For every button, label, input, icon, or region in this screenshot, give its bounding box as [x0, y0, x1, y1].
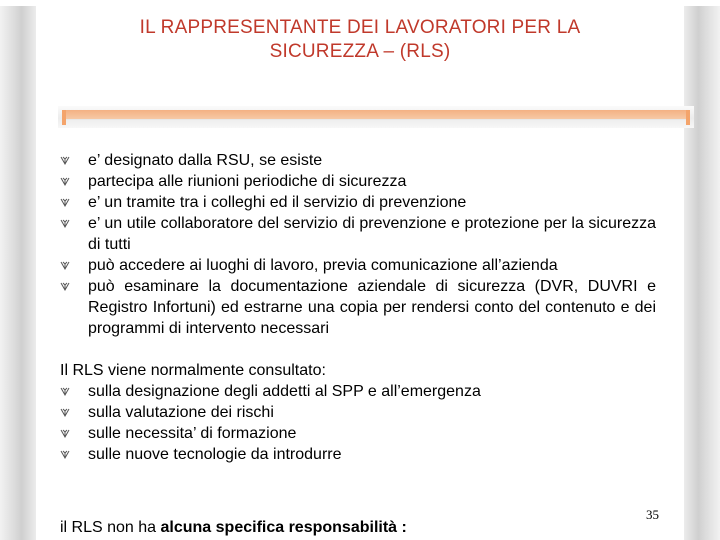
closing-statement [60, 517, 407, 538]
small-leaf-bullet-icon [60, 176, 70, 187]
list-item-text: e’ un utile collaboratore del servizio di prevenzione e protezione per la sicurezza di tutti [88, 215, 656, 253]
list-item [60, 381, 656, 402]
small-leaf-bullet-icon [60, 386, 70, 397]
slide-title-line-2: SICUREZZA – (RLS) [269, 41, 451, 62]
small-leaf-bullet-icon [60, 197, 70, 208]
list-item [60, 444, 656, 465]
list-item [60, 255, 656, 276]
list-item [60, 150, 656, 171]
closing-bold: alcuna specifica responsabilità : [160, 519, 407, 536]
closing-prefix: il RLS non ha [60, 519, 161, 536]
consultation-list [60, 381, 656, 465]
right-decorative-bar [684, 6, 720, 540]
list-item [60, 423, 656, 444]
spacer [60, 339, 656, 360]
rls-duties-list [60, 150, 656, 339]
slide-title [80, 16, 640, 64]
list-item-text: sulle necessita’ di formazione [88, 425, 297, 442]
list-item [60, 213, 656, 255]
page-number: 35 [646, 507, 659, 522]
title-separator [58, 106, 694, 128]
list-item-text: partecipa alle riunioni periodiche di sicurezza [88, 173, 407, 190]
small-leaf-bullet-icon [60, 218, 70, 229]
small-leaf-bullet-icon [60, 260, 70, 271]
separator-right-cap [686, 110, 690, 125]
left-decorative-bar [0, 6, 36, 540]
list-item [60, 276, 656, 339]
consultation-intro: Il RLS viene normalmente consultato: [60, 362, 326, 379]
small-leaf-bullet-icon [60, 281, 70, 292]
separator-left-cap [62, 110, 66, 125]
list-item [60, 402, 656, 423]
list-item-text: e’ un tramite tra i colleghi ed il servizio di prevenzione [88, 194, 467, 211]
slide-title-line-1: IL RAPPRESENTANTE DEI LAVORATORI PER LA [139, 17, 581, 38]
list-item-text: può accedere ai luoghi di lavoro, previa comunicazione all’azienda [88, 257, 558, 274]
list-item-text: e’ designato dalla RSU, se esiste [88, 152, 323, 169]
list-item-text: sulla designazione degli addetti al SPP e all’emergenza [88, 383, 481, 400]
slide-body [60, 150, 656, 465]
small-leaf-bullet-icon [60, 155, 70, 166]
small-leaf-bullet-icon [60, 428, 70, 439]
small-leaf-bullet-icon [60, 407, 70, 418]
list-item [60, 171, 656, 192]
title-separator-accent [62, 110, 690, 119]
list-item-text: sulla valutazione dei rischi [88, 404, 274, 421]
list-item-text: può esaminare la documentazione aziendale di sicurezza (DVR, DUVRI e Registro Infortuni) ed estrarne una copia per rendersi conto del contenuto e dei programmi di intervento necessari [88, 278, 656, 337]
list-item-text: sulle nuove tecnologie da introdurre [88, 446, 342, 463]
small-leaf-bullet-icon [60, 449, 70, 460]
list-item [60, 192, 656, 213]
